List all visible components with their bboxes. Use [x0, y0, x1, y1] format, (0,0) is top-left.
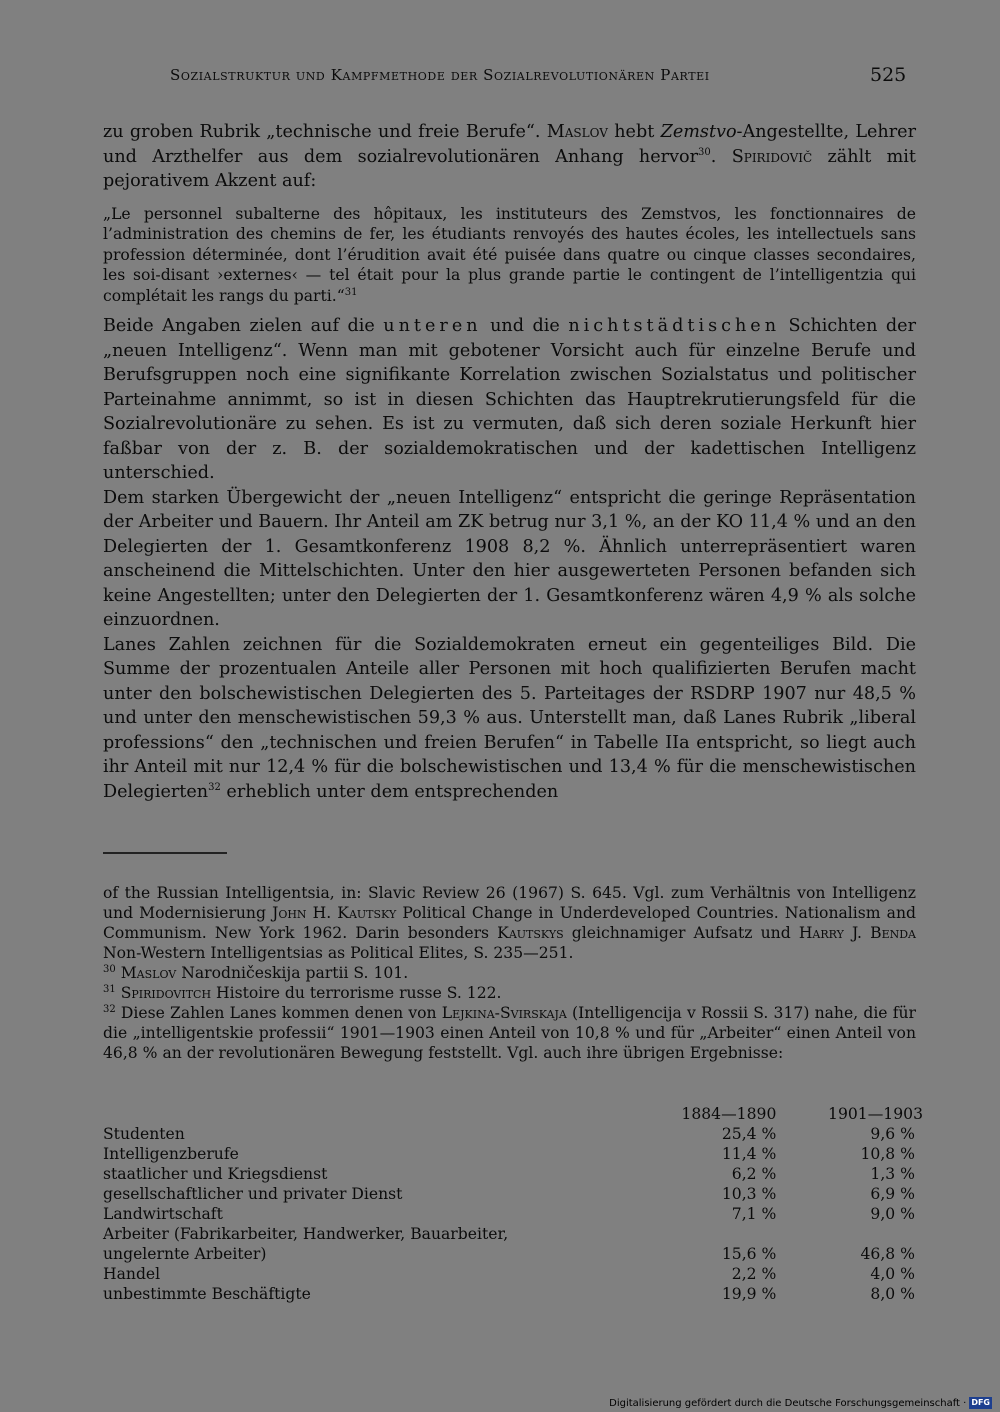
table-row: Intelligenzberufe 11,4 % 10,8 % [103, 1145, 915, 1163]
table-row: staatlicher und Kriegsdienst 6,2 % 1,3 % [103, 1165, 915, 1183]
digitization-credit [609, 1396, 992, 1410]
table-row: gesellschaftlicher und privater Dienst 10,3 % 6,9 % [103, 1185, 915, 1203]
footnote-32: $^{32}$ Diese Zahlen Lanes kommen denen von Lejkina-Svirskaja (Intelligencija v Rossii S. 317) nahe, die für die „intelligentskie professii“ 1901—1903 einen Anteil von 10,8 % und für „Arbeiter“ einen Anteil von 46,8 % an der revolutionären Bewegung feststellt. Vgl. auch ihre übrigen Ergebnisse: [103, 1003, 916, 1062]
footnote-ref-31[interactable]: 31 [344, 286, 358, 298]
table-header-row [103, 1104, 923, 1124]
table-row: Landwirtschaft 7,1 % 9,0 % [103, 1205, 915, 1223]
block-quote: „Le personnel subalterne des hôpitaux, les instituteurs des Zemstvos, les fonctionnaires de l’administration des chemins de fer, les étudiants renvoyés des hautes écoles, les intellectuels sans profession déterminée, dont l’érudition avait été puisée dans quatre ou cinque classes secondaires, les soi-disant ›externes‹ — tel était pour la plus grande partie le contingent de l’intelligentzia qui complétait les rangs du parti.“$^{31}$ [103, 204, 916, 305]
paragraph-4: Lanes Zahlen zeichnen für die Sozialdemokraten erneut ein gegenteiliges Bild. Die Summe der prozentualen Anteile aller Personen mit hoch qualifizierten Berufen macht unter den bolschewistischen Delegierten des 5. Parteitages der RSDRP 1907 nur 48,5 % und unter den menschewistischen 59,3 % aus. Unterstellt man, daß Lanes Rubrik „liberal professions“ den „technischen und freien Berufen“ in Tabelle IIa entspricht, so liegt auch ihr Anteil mit nur 12,4 % für die bolschewistischen und 13,4 % für die menschewistischen Delegierten$^{32}$ erheblich unter dem entsprechenden [103, 634, 916, 802]
paragraph-3: Dem starken Übergewicht der „neuen Intelligenz“ entspricht die geringe Repräsentation der Arbeiter und Bauern. Ihr Anteil am ZK betrug nur 3,1 %, an der KO 11,4 % und an den Delegierten der 1. Gesamtkonferenz 1908 8,2 %. Ähnlich unterrepräsentiert waren anscheinend die Mittelschichten. Unter den hier ausgewerteten Personen befanden sich keine Angestellten; unter den Delegierten der 1. Gesamtkonferenz wären 4,9 % als solche einzuordnen. [103, 487, 916, 630]
footnote-31: $^{31}$ Spiridovitch Histoire du terrorisme russe S. 122. [103, 983, 502, 1002]
statistics-table [103, 1104, 923, 1304]
footnote-30: $^{30}$ Maslov Narodničeskija partii S. 101. [103, 963, 409, 982]
table-row: Arbeiter (Fabrikarbeiter, Handwerker, Bauarbeiter, [103, 1225, 509, 1243]
column-header: 1901—1903 [828, 1105, 923, 1123]
emphasis: Zemstvo [660, 122, 737, 142]
column-header: 1884—1890 [681, 1105, 777, 1123]
table-row: ungelernte Arbeiter) 15,6 % 46,8 % [103, 1245, 915, 1263]
author-name: Spiridovič [731, 146, 813, 167]
footnote-continuation: of the Russian Intelligentsia, in: Slavic Review 26 (1967) S. 645. Vgl. zum Verhältnis von Intelligenz und Modernisierung John H. Kautsky Political Change in Underdeveloped Countries. Nationalism and Communism. New York 1962. Darin besonders Kautskys gleichnamiger Aufsatz und Harry J. Benda Non-Western Intelligentsias as Political Elites, S. 235—251. [103, 884, 916, 962]
footnotes [103, 883, 916, 1063]
paragraph-1: zu groben Rubrik „technische und freie Berufe“. Maslov hebt Zemstvo-Angestellte, Lehrer und Arzthelfer aus dem sozialrevolutionären Anhang hervor$^{30}$. Spiridovič zählt mit pejorativem Akzent auf: [103, 122, 916, 191]
spaced-emphasis: unteren [383, 316, 482, 336]
dfg-logo: DFG [971, 1398, 990, 1407]
running-head: Sozialstruktur und Kampfmethode der Sozialrevolutionären Partei [170, 66, 710, 84]
paragraph-2: Beide Angaben zielen auf die unteren und die nichtstädtischen Schichten der „neuen Intelligenz“. Wenn man mit gebotener Vorsicht auch für einzelne Berufe und Berufsgruppen noch eine signifikante Korrelation zwischen Sozialstatus und politischer Parteinahme annimmt, so ist in diesen Schichten das Hauptrekrutierungsfeld für die Sozialrevolutionäre zu sehen. Es ist zu vermuten, daß sich deren soziale Herkunft hier faßbar von der z. B. der sozialdemokratischen und der kadettischen Intelligenz unterschied. [103, 316, 916, 483]
spaced-emphasis: nichtstädtischen [568, 316, 781, 336]
credit-text: Digitalisierung gefördert durch die Deutsche Forschungsgemeinschaft · [609, 1397, 967, 1409]
footnote-ref-30[interactable]: 30 [698, 146, 711, 158]
table-row: unbestimmte Beschäftigte 19,9 % 8,0 % [103, 1285, 915, 1303]
table-row: Handel 2,2 % 4,0 % [103, 1265, 915, 1283]
author-name: Maslov [546, 122, 608, 142]
main-text [103, 120, 916, 804]
page-number: 525 [870, 64, 907, 86]
footnote-ref-32[interactable]: 32 [208, 781, 221, 793]
footnote-rule [103, 852, 227, 854]
table-row: Studenten 25,4 % 9,6 % [103, 1125, 915, 1143]
